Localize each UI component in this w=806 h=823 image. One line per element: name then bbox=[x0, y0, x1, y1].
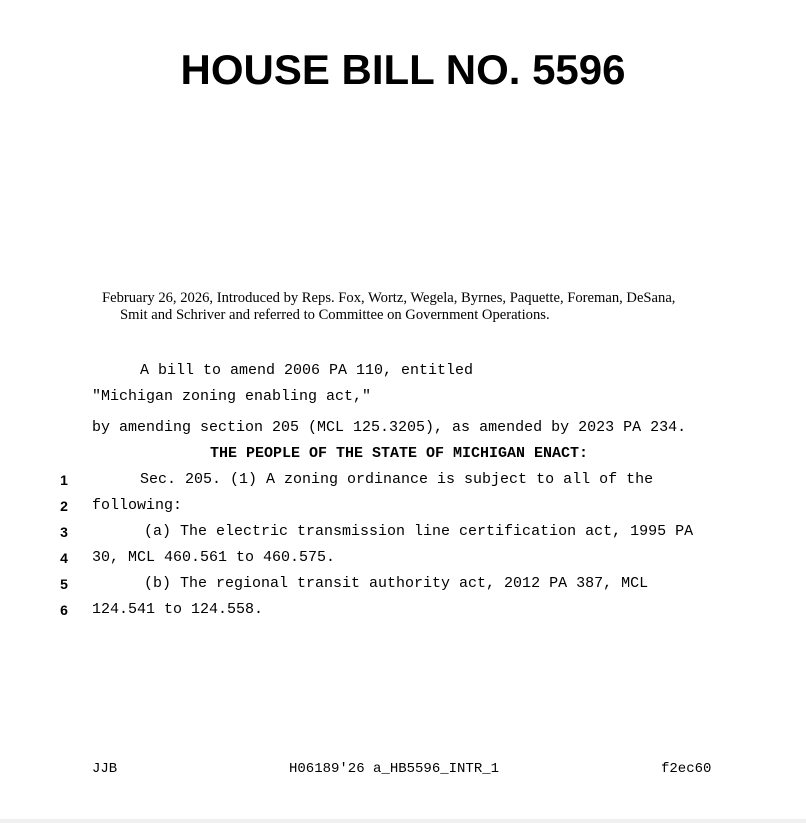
bill-title: HOUSE BILL NO. 5596 bbox=[180, 46, 626, 93]
bill-text-line: 124.541 to 124.558. bbox=[92, 601, 264, 618]
footer-code: f2ec60 bbox=[661, 761, 712, 777]
enacting-clause: THE PEOPLE OF THE STATE OF MICHIGAN ENACT: bbox=[210, 445, 589, 462]
bill-text-line: (b) The regional transit authority act, 2012 PA 387, MCL bbox=[144, 575, 649, 592]
line-number: 3 bbox=[60, 524, 68, 540]
bill-text-line: (a) The electric transmission line certification act, 1995 PA bbox=[144, 523, 694, 540]
line-number: 6 bbox=[60, 602, 68, 618]
line-number: 5 bbox=[60, 576, 68, 592]
introduction-line-2: Smit and Schriver and referred to Committee on Government Operations. bbox=[120, 307, 550, 323]
bill-text-line: following: bbox=[92, 497, 183, 514]
preamble-line-1: A bill to amend 2006 PA 110, entitled bbox=[140, 362, 474, 379]
footer-initials: JJB bbox=[92, 761, 118, 777]
footer-document-id: H06189'26 a_HB5596_INTR_1 bbox=[289, 761, 500, 777]
line-number: 1 bbox=[60, 472, 68, 488]
introduction-note bbox=[102, 290, 722, 324]
preamble-line-3: by amending section 205 (MCL 125.3205), as amended by 2023 PA 234. bbox=[92, 419, 687, 436]
line-number: 4 bbox=[60, 550, 68, 566]
bill-text-line: Sec. 205. (1) A zoning ordinance is subject to all of the bbox=[140, 471, 654, 488]
preamble-line-2: "Michigan zoning enabling act," bbox=[92, 388, 372, 405]
page-bottom-divider bbox=[0, 819, 806, 823]
bill-text-line: 30, MCL 460.561 to 460.575. bbox=[92, 549, 336, 566]
introduction-line-1: February 26, 2026, Introduced by Reps. Fox, Wortz, Wegela, Byrnes, Paquette, Foreman, DeSana, bbox=[102, 290, 676, 306]
line-number: 2 bbox=[60, 498, 68, 514]
